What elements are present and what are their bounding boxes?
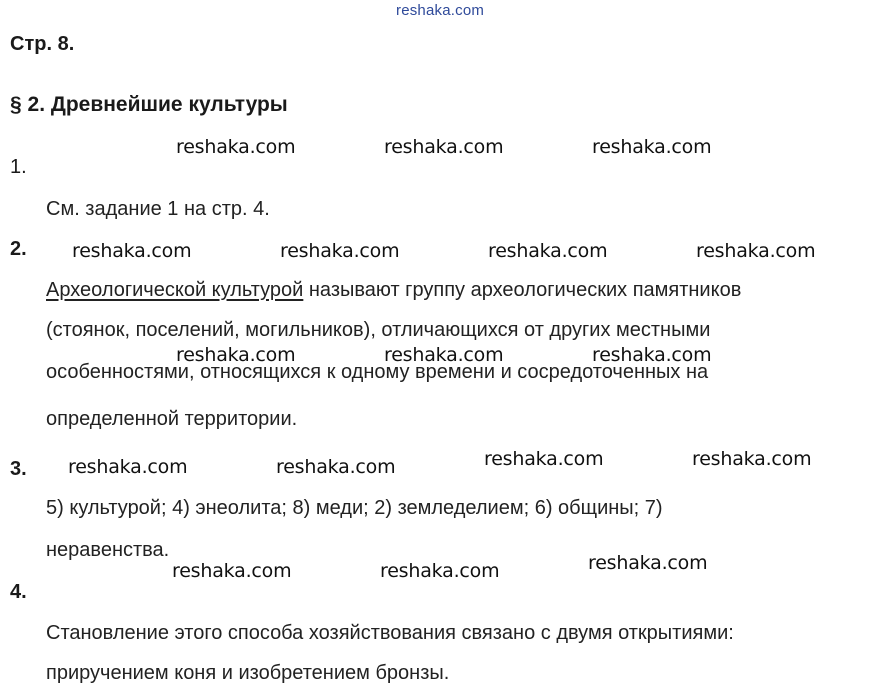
watermark: reshaka.com: [384, 344, 504, 366]
task-3-line-1: 5) культурой; 4) энеолита; 8) меди; 2) земледелием; 6) общины; 7): [46, 497, 663, 519]
task-4-line-2: приручением коня и изобретением бронзы.: [46, 662, 450, 684]
watermark: reshaka.com: [68, 456, 188, 478]
watermark: reshaka.com: [380, 560, 500, 582]
task-3-number: 3.: [10, 458, 27, 480]
watermark: reshaka.com: [484, 448, 604, 470]
watermark: reshaka.com: [276, 456, 396, 478]
section-title: § 2. Древнейшие культуры: [10, 93, 288, 116]
watermark: reshaka.com: [592, 344, 712, 366]
task-2-term: Археологической культурой: [46, 279, 304, 301]
task-1-number: 1.: [10, 156, 27, 178]
watermark: reshaka.com: [176, 344, 296, 366]
task-2-line-1: [46, 279, 741, 302]
page-label: Стр. 8.: [10, 33, 75, 55]
task-2-line-1-text: называют группу археологических памятников: [303, 279, 742, 301]
watermark: reshaka.com: [384, 136, 504, 158]
watermark: reshaka.com: [692, 448, 812, 470]
watermark: reshaka.com: [176, 136, 296, 158]
watermark: reshaka.com: [696, 240, 816, 262]
task-2-line-4: определенной территории.: [46, 408, 298, 430]
watermark: reshaka.com: [588, 552, 708, 574]
task-2-line-2: (стоянок, поселений, могильников), отличающихся от других местными: [46, 319, 711, 341]
watermark: reshaka.com: [592, 136, 712, 158]
watermark: reshaka.com: [488, 240, 608, 262]
task-2-line-3: особенностями, относящихся к одному времени и сосредоточенных на: [46, 361, 709, 383]
watermark: reshaka.com: [280, 240, 400, 262]
task-4-number: 4.: [10, 581, 27, 603]
watermark: reshaka.com: [172, 560, 292, 582]
task-1-answer: См. задание 1 на стр. 4.: [46, 198, 270, 220]
task-3-line-2: неравенства.: [46, 539, 170, 561]
task-4-line-1: Становление этого способа хозяйствования связано с двумя открытиями:: [46, 622, 734, 644]
site-header-link[interactable]: reshaka.com: [396, 2, 485, 19]
task-2-number: 2.: [10, 238, 27, 260]
watermark: reshaka.com: [72, 240, 192, 262]
